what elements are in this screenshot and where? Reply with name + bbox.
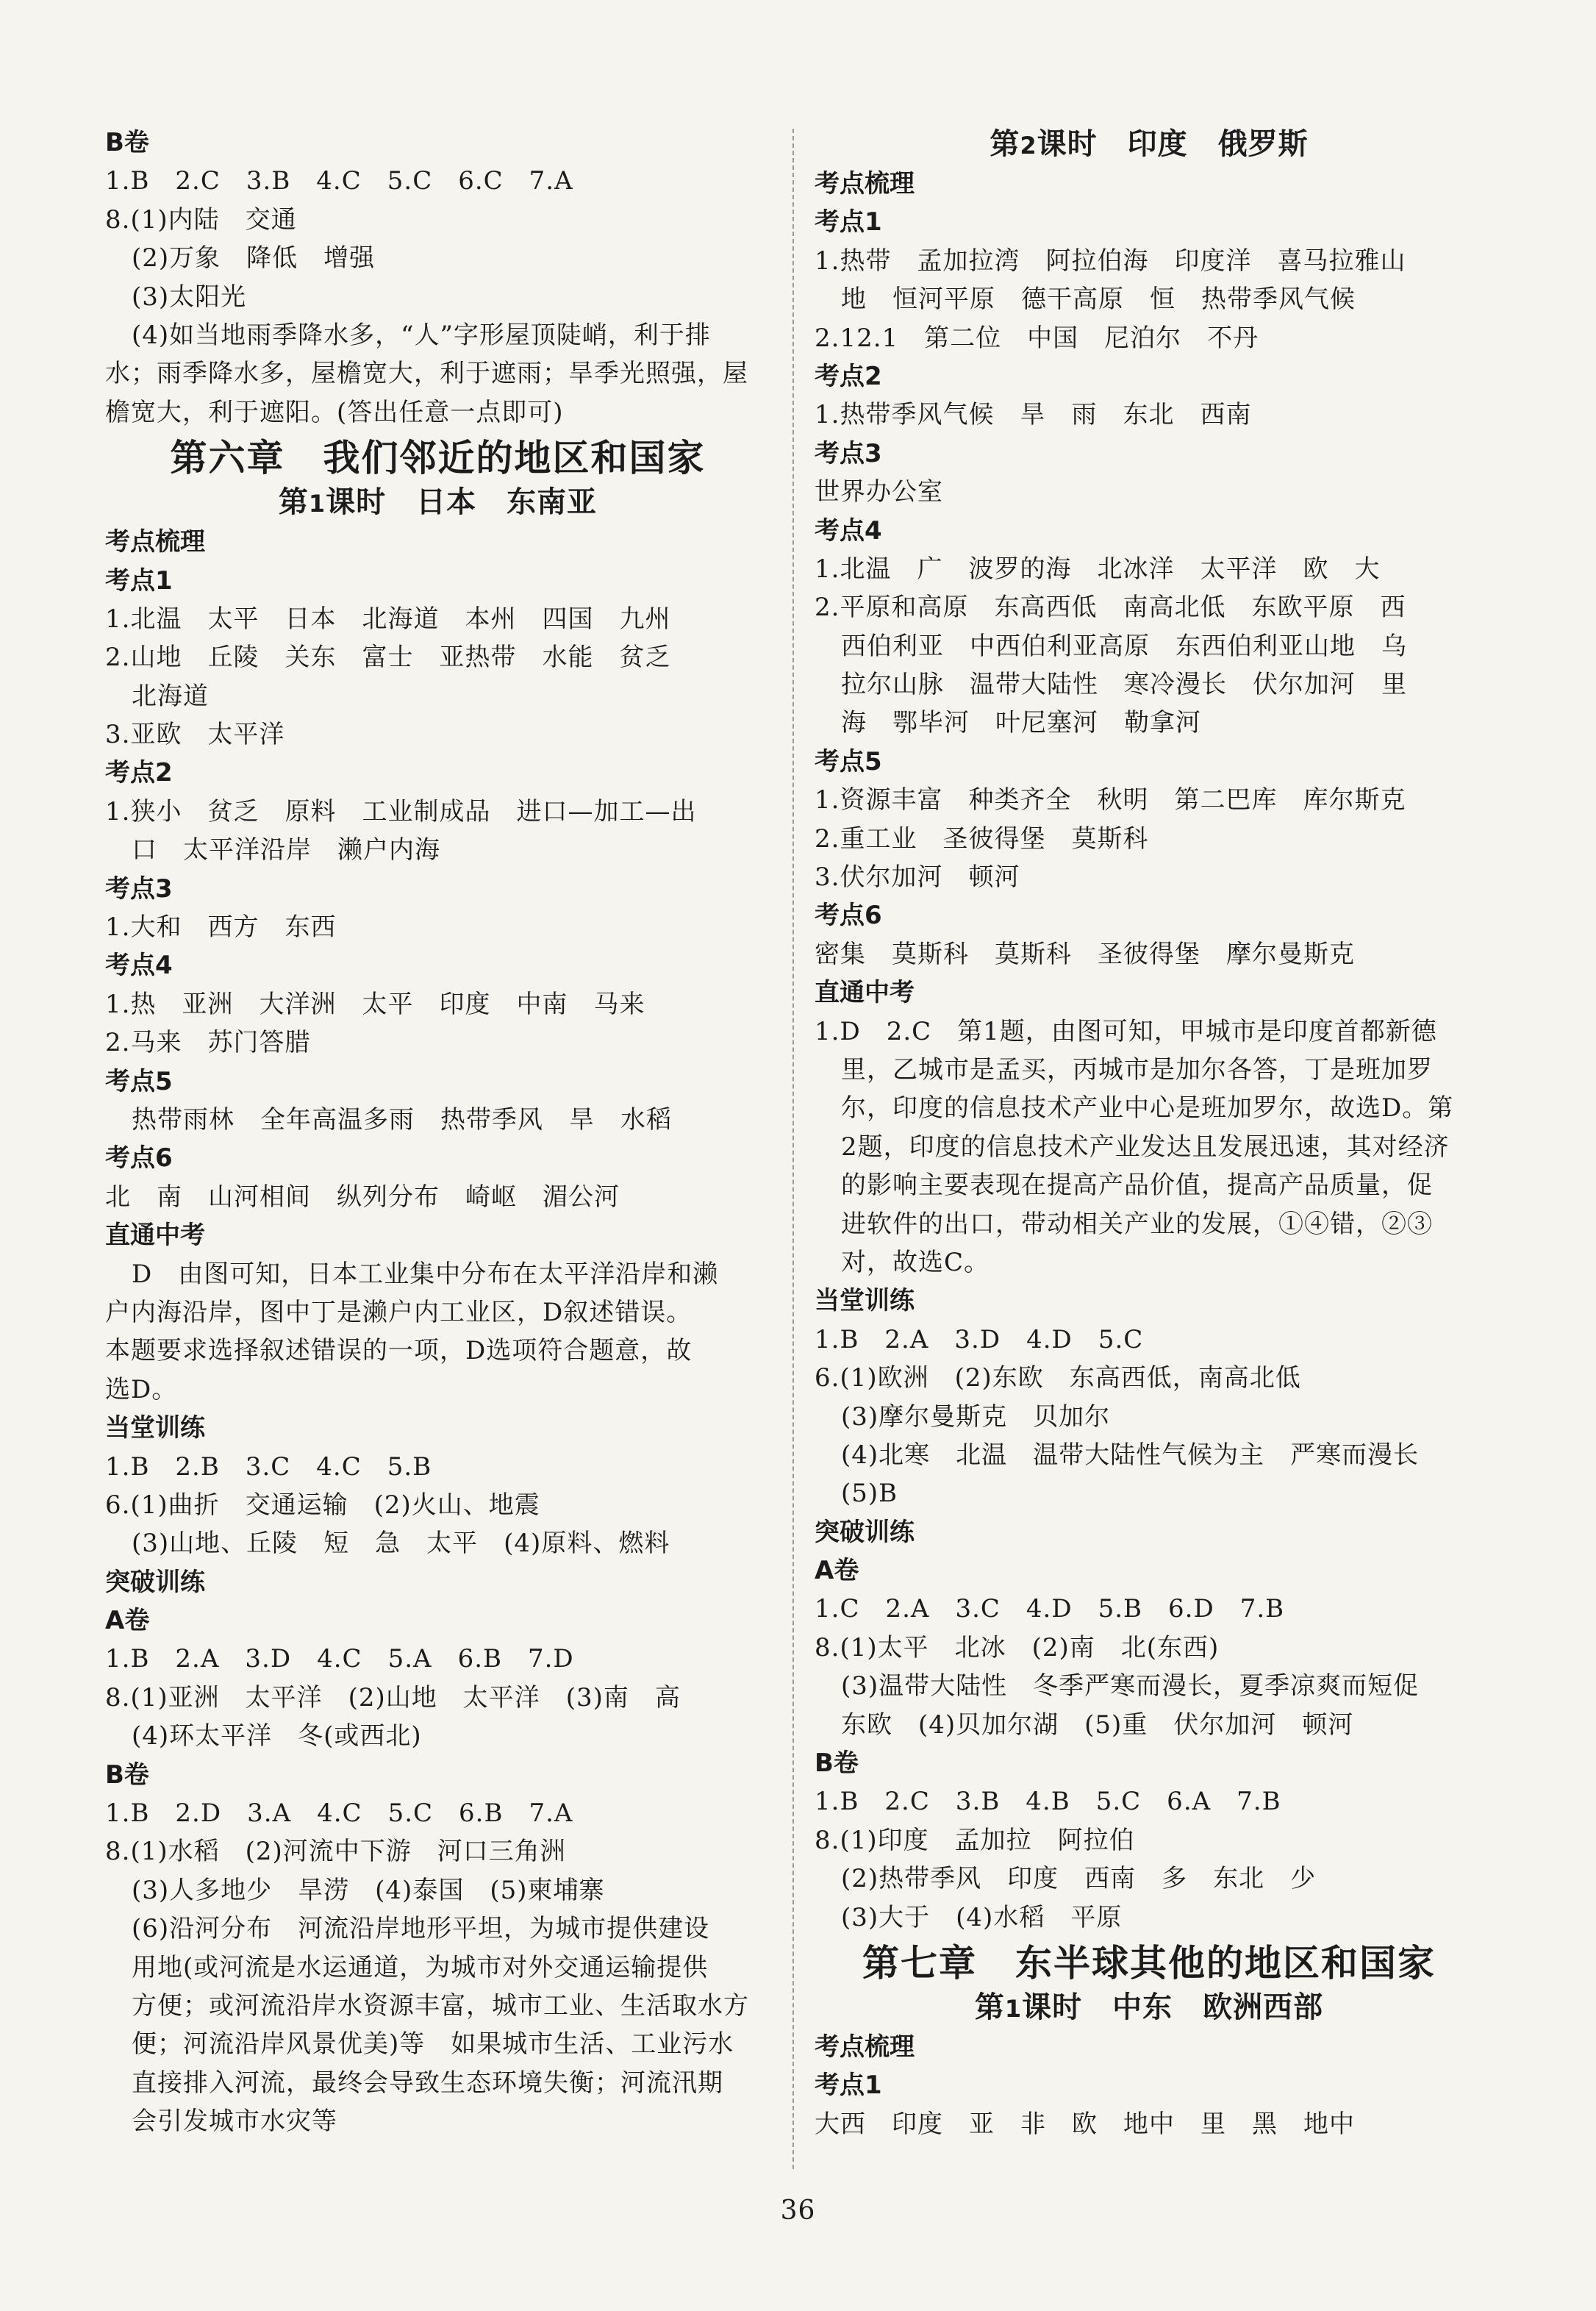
answer-line: 北 南 山河相间 纵列分布 崎岖 湄公河 — [105, 1182, 620, 1212]
answer-line: 6.(1)曲折 交通运输 (2)火山、地震 — [105, 1490, 540, 1520]
answer-line: 西伯利亚 中西伯利亚高原 东西伯利亚山地 乌 — [841, 631, 1407, 661]
answer-line: 水；雨季降水多，屋檐宽大，利于遮雨；旱季光照强，屋 — [105, 359, 748, 389]
point-label: 考点3 — [815, 438, 882, 468]
lesson-name: 课时 中东 欧洲西部 — [1022, 1990, 1324, 2024]
lesson-prefix: 第 — [974, 1990, 1005, 2024]
section-label-b: B卷 — [105, 128, 149, 157]
explanation-line: 对，故选C。 — [841, 1247, 990, 1277]
answer-line: 大西 印度 亚 非 欧 地中 里 黑 地中 — [815, 2109, 1355, 2139]
lesson-prefix: 第 — [278, 485, 309, 520]
point-label: 考点6 — [105, 1143, 173, 1174]
lesson-prefix: 第 — [990, 127, 1020, 161]
explanation-line: 里，乙城市是孟买，丙城市是加尔各答，丁是班加罗 — [841, 1054, 1433, 1085]
lesson-number: 2 — [1020, 132, 1037, 160]
answer-line: 檐宽大，利于遮阳。(答出任意一点即可) — [105, 397, 564, 427]
section-title: 考点梳理 — [815, 169, 915, 199]
answer-line: 方便；或河流沿岸水资源丰富，城市工业、生活取水方 — [132, 1990, 749, 2021]
section-label-b: B卷 — [815, 1749, 859, 1779]
explanation-line: 的影响主要表现在提高产品价值，提高产品质量，促 — [841, 1171, 1433, 1201]
answer-line: 地 恒河平原 德干高原 恒 热带季风气候 — [841, 285, 1356, 315]
section-title: 突破训练 — [815, 1517, 915, 1547]
answer-line: 用地(或河流是水运通道，为城市对外交通运输提供 — [132, 1952, 709, 1982]
explanation-line: D 由图可知，日本工业集中分布在太平洋沿岸和濑 — [132, 1259, 719, 1289]
explanation-line: 尔，印度的信息技术产业中心是班加罗尔，故选D。第 — [841, 1093, 1454, 1124]
answer-line: 1.北温 广 波罗的海 北冰洋 太平洋 欧 大 — [815, 554, 1381, 584]
lesson-name: 课时 日本 东南亚 — [326, 485, 598, 520]
section-title: 直通中考 — [105, 1221, 205, 1251]
answer-line: (5)B — [841, 1479, 898, 1509]
answer-line: 1.B 2.D 3.A 4.C 5.C 6.B 7.A — [105, 1799, 573, 1829]
answer-line: 1.北温 太平 日本 北海道 本州 四国 九州 — [105, 604, 671, 634]
answer-line: 3.伏尔加河 顿河 — [815, 862, 1020, 893]
answer-line: 8.(1)太平 北冰 (2)南 北(东西) — [815, 1632, 1220, 1662]
point-label: 考点1 — [105, 565, 173, 596]
answer-line: 1.热 亚洲 大洋洲 太平 印度 中南 马来 — [105, 989, 645, 1019]
point-label: 考点5 — [105, 1066, 173, 1096]
answer-line: 1.B 2.C 3.B 4.C 5.C 6.C 7.A — [105, 166, 573, 196]
answer-line: 8.(1)水稻 (2)河流中下游 河口三角洲 — [105, 1837, 566, 1867]
answer-line: 会引发城市水灾等 — [132, 2107, 337, 2137]
answer-line: (3)温带大陆性 冬季严寒而漫长，夏季凉爽而短促 — [841, 1671, 1420, 1701]
explanation-line: 2题，印度的信息技术产业发达且发展迅速，其对经济 — [841, 1132, 1450, 1162]
page-number: 36 — [780, 2196, 816, 2226]
point-label: 考点3 — [105, 874, 173, 904]
point-label: 考点2 — [815, 361, 882, 391]
answer-line: 1.B 2.B 3.C 4.C 5.B — [105, 1451, 432, 1482]
point-label: 考点5 — [815, 746, 882, 776]
answer-line: (6)沿河分布 河流沿岸地形平坦，为城市提供建设 — [132, 1914, 710, 1944]
answer-line: 1.B 2.A 3.D 4.C 5.A 6.B 7.D — [105, 1644, 574, 1674]
point-label: 考点1 — [815, 207, 882, 237]
lesson-number: 1 — [1004, 1994, 1023, 2023]
section-title: 直通中考 — [815, 978, 915, 1008]
answer-line: 拉尔山脉 温带大陆性 寒冷漫长 伏尔加河 里 — [841, 670, 1407, 700]
point-label: 考点6 — [815, 901, 882, 931]
section-label-a: A卷 — [105, 1606, 150, 1636]
chapter-title: 第七章 东半球其他的地区和国家 — [862, 1941, 1436, 1985]
answer-line: 3.亚欧 太平洋 — [105, 720, 285, 750]
answer-line: 1.B 2.A 3.D 4.D 5.C — [815, 1324, 1144, 1354]
answer-line: 1.大和 西方 东西 — [105, 912, 337, 943]
answer-line: (4)环太平洋 冬(或西北) — [132, 1721, 422, 1751]
answer-line: 2.平原和高原 东高西低 南高北低 东欧平原 西 — [815, 593, 1406, 623]
point-label: 考点2 — [105, 758, 173, 788]
answer-line: 2.马来 苏门答腊 — [105, 1028, 311, 1058]
answer-line: 热带雨林 全年高温多雨 热带季风 旱 水稻 — [132, 1104, 672, 1135]
chapter-title: 第六章 我们邻近的地区和国家 — [170, 437, 706, 480]
answer-line: 密集 莫斯科 莫斯科 圣彼得堡 摩尔曼斯克 — [815, 939, 1355, 969]
answer-line: 1.B 2.C 3.B 4.B 5.C 6.A 7.B — [815, 1787, 1281, 1817]
explanation-line: 进软件的出口，带动相关产业的发展，①④错，②③ — [841, 1209, 1433, 1239]
explanation-line: 本题要求选择叙述错误的一项，D选项符合题意，故 — [105, 1336, 693, 1366]
answer-line: 便；河流沿岸风景优美)等 如果城市生活、工业污水 — [132, 2029, 734, 2060]
answer-line: 1.C 2.A 3.C 4.D 5.B 6.D 7.B — [815, 1594, 1285, 1624]
section-title: 当堂训练 — [105, 1413, 205, 1443]
explanation-line: 1.D 2.C 第1题，由图可知，甲城市是印度首都新德 — [815, 1016, 1437, 1046]
answer-line: 6.(1)欧洲 (2)东欧 东高西低，南高北低 — [815, 1363, 1301, 1393]
answer-line: 2.12.1 第二位 中国 尼泊尔 不丹 — [815, 323, 1259, 353]
section-title: 突破训练 — [105, 1567, 205, 1597]
answer-line: 8.(1)内陆 交通 — [105, 204, 297, 235]
answer-line: 1.资源丰富 种类齐全 秋明 第二巴库 库尔斯克 — [815, 785, 1406, 815]
answer-line: 海 鄂毕河 叶尼塞河 勒拿河 — [841, 708, 1201, 738]
answer-line: 1.热带季风气候 旱 雨 东北 西南 — [815, 400, 1252, 430]
lesson-number: 1 — [308, 490, 326, 518]
lesson-title — [105, 482, 770, 523]
answer-line: 1.狭小 贫乏 原料 工业制成品 进口—加工—出 — [105, 796, 697, 826]
answer-line: 口 太平洋沿岸 濑户内海 — [132, 835, 440, 865]
section-title: 当堂训练 — [815, 1286, 915, 1316]
answer-line: (3)人多地少 旱涝 (4)泰国 (5)柬埔寨 — [132, 1875, 605, 1905]
lesson-title — [815, 124, 1484, 165]
right-column — [815, 124, 1484, 2143]
answer-line: 北海道 — [132, 681, 209, 711]
answer-line: 世界办公室 — [815, 477, 943, 507]
answer-line: 8.(1)印度 孟加拉 阿拉伯 — [815, 1825, 1135, 1855]
answer-line: (2)万象 降低 增强 — [132, 243, 376, 274]
point-label: 考点1 — [815, 2071, 882, 2101]
section-label-b: B卷 — [105, 1760, 149, 1790]
answer-line: 东欧 (4)贝加尔湖 (5)重 伏尔加河 顿河 — [841, 1710, 1354, 1740]
answer-line: (3)太阳光 — [132, 282, 247, 312]
section-label-a: A卷 — [815, 1556, 859, 1586]
lesson-name: 课时 印度 俄罗斯 — [1037, 127, 1309, 161]
section-title: 考点梳理 — [815, 2032, 915, 2062]
point-label: 考点4 — [105, 951, 173, 981]
answer-line: 2.重工业 圣彼得堡 莫斯科 — [815, 824, 1149, 854]
answer-line: 1.热带 孟加拉湾 阿拉伯海 印度洋 喜马拉雅山 — [815, 246, 1406, 276]
answer-line: (3)大于 (4)水稻 平原 — [841, 1902, 1123, 1932]
answer-line: (3)摩尔曼斯克 贝加尔 — [841, 1401, 1111, 1432]
explanation-line: 选D。 — [105, 1374, 178, 1404]
answer-line: 直接排入河流，最终会导致生态环境失衡；河流汛期 — [132, 2068, 723, 2098]
answer-line: (2)热带季风 印度 西南 多 东北 少 — [841, 1864, 1317, 1894]
answer-line: (4)如当地雨季降水多，“人”字形屋顶陡峭，利于排 — [132, 320, 711, 350]
answer-line: (4)北寒 北温 温带大陆性气候为主 严寒而漫长 — [841, 1440, 1420, 1470]
section-title: 考点梳理 — [105, 527, 205, 557]
answer-line: 2.山地 丘陵 关东 富士 亚热带 水能 贫乏 — [105, 643, 671, 673]
answer-line: (3)山地、丘陵 短 急 太平 (4)原料、燃料 — [132, 1529, 670, 1559]
answer-line: 8.(1)亚洲 太平洋 (2)山地 太平洋 (3)南 高 — [105, 1682, 681, 1712]
explanation-line: 户内海沿岸，图中丁是濑户内工业区，D叙述错误。 — [105, 1297, 693, 1327]
lesson-title — [815, 1987, 1484, 2028]
left-column — [105, 124, 770, 2141]
point-label: 考点4 — [815, 515, 882, 546]
column-divider — [792, 129, 794, 2169]
